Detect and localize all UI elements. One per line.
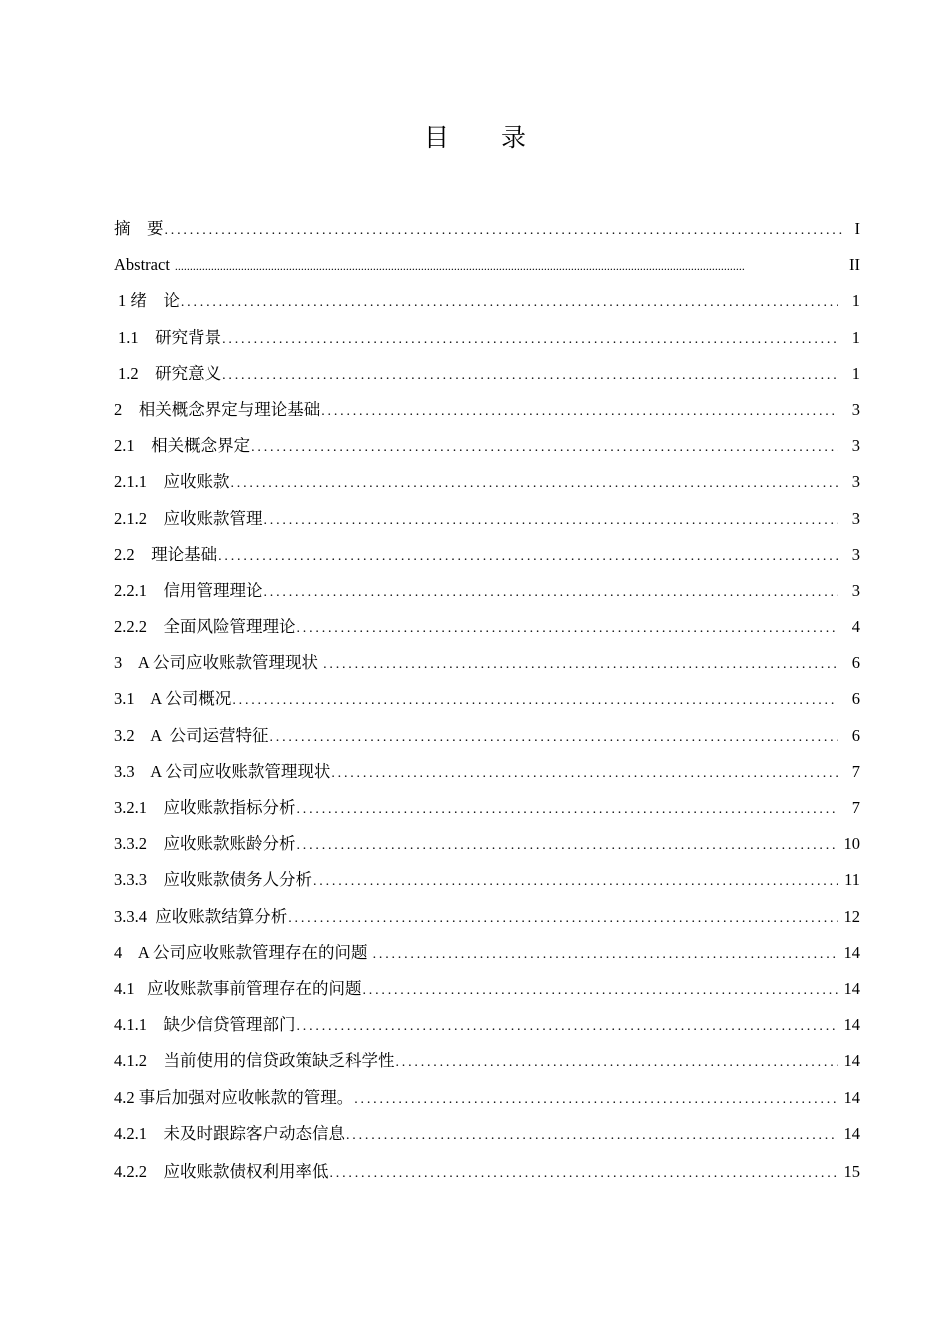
- toc-entry-label: 1.2 研究意义: [118, 363, 222, 383]
- toc-entry[interactable]: [114, 464, 860, 500]
- toc-entry-label: 4.1.1 缺少信贷管理部门: [114, 1015, 296, 1035]
- toc-entry[interactable]: [114, 971, 860, 1007]
- toc-entry-label: 3.3.4 应收账款结算分析: [114, 906, 288, 926]
- toc-entry-page: 14: [843, 1015, 860, 1035]
- toc-entry[interactable]: [114, 428, 860, 464]
- toc-entry-page: 11: [844, 870, 860, 890]
- toc-entry-page: 7: [851, 761, 860, 781]
- toc-leader-dots: [363, 973, 838, 1009]
- toc-entry-page: 6: [851, 725, 860, 745]
- toc-entry-page: 1: [851, 363, 860, 383]
- toc-entry[interactable]: [114, 573, 860, 609]
- toc-leader-dots: [218, 539, 838, 575]
- toc-entry-label: 4.2.1 未及时跟踪客户动态信息: [114, 1123, 345, 1143]
- toc-leader-dots: [251, 430, 838, 466]
- toc-entry[interactable]: [114, 320, 860, 356]
- toc-leader-dots: [165, 213, 845, 249]
- toc-entry-page: 14: [843, 978, 860, 998]
- toc-entry[interactable]: [114, 754, 860, 790]
- table-of-contents: [114, 211, 860, 1190]
- toc-leader-dots: [288, 901, 837, 937]
- toc-entry-page: 1: [851, 327, 860, 347]
- toc-leader-dots: [297, 828, 838, 864]
- toc-leader-dots: [232, 683, 838, 719]
- toc-leader-dots: [269, 720, 838, 756]
- toc-entry[interactable]: [114, 283, 860, 319]
- toc-entry-page: 15: [843, 1161, 860, 1181]
- page-title: 目 录: [424, 123, 548, 152]
- toc-leader-dots: [330, 1156, 838, 1192]
- toc-entry[interactable]: [114, 681, 860, 717]
- toc-leader-dots: [396, 1045, 838, 1081]
- toc-leader-dots: [321, 394, 838, 430]
- toc-entry-page: 3: [851, 544, 860, 564]
- toc-entry-page: 1: [851, 291, 860, 311]
- toc-entry-abstract-en[interactable]: [114, 247, 860, 283]
- toc-leader-dots: [222, 358, 838, 394]
- toc-entry-label: 3.3.3 应收账款债务人分析: [114, 870, 312, 890]
- toc-entry-page: 3: [851, 580, 860, 600]
- toc-entry[interactable]: [114, 1154, 860, 1190]
- toc-entry[interactable]: [114, 1116, 860, 1152]
- toc-entry-label: 1.1 研究背景: [118, 327, 222, 347]
- toc-entry-page: 3: [851, 472, 860, 492]
- toc-leader-dots: [373, 937, 838, 973]
- toc-entry-label: 3.2.1 应收账款指标分析: [114, 798, 296, 817]
- toc-entry-page: 14: [843, 942, 860, 962]
- toc-entry-page: 6: [851, 653, 860, 673]
- toc-entry-page: 7: [851, 798, 860, 817]
- toc-entry-label: 3.1 A 公司概况: [114, 689, 232, 709]
- toc-leader-dots: [264, 503, 839, 539]
- toc-entry-label: 2.1 相关概念界定: [114, 436, 251, 456]
- toc-leader-dots: [297, 1009, 838, 1045]
- toc-entry[interactable]: [114, 501, 860, 537]
- toc-entry-label: Abstract: [114, 255, 170, 275]
- toc-entry-label: 3.3.2 应收账款账龄分析: [114, 834, 296, 854]
- toc-entry[interactable]: [114, 356, 860, 392]
- toc-entry-page: 12: [843, 906, 860, 926]
- toc-entry[interactable]: [114, 826, 860, 862]
- toc-entry-label: 4.2 事后加强对应收帐款的管理。: [114, 1087, 354, 1107]
- toc-entry[interactable]: [114, 1080, 860, 1116]
- toc-entry-page: 14: [843, 1087, 860, 1107]
- toc-entry-label: 2 相关概念界定与理论基础: [114, 399, 321, 419]
- toc-entry[interactable]: [114, 1007, 860, 1043]
- toc-leader-dots: [297, 792, 839, 828]
- toc-entry-label: 4.1.2 当前使用的信贷政策缺乏科学性: [114, 1051, 395, 1071]
- toc-entry-label: 2.1.2 应收账款管理: [114, 508, 263, 528]
- toc-entry[interactable]: [114, 935, 860, 971]
- toc-entry-page: 3: [851, 399, 860, 419]
- toc-entry-label: 2.2 理论基础: [114, 544, 218, 564]
- toc-leader-dots: [181, 285, 838, 321]
- toc-leader-dots: [222, 322, 838, 358]
- toc-leader-dots: [171, 248, 838, 284]
- toc-entry-label: 4 A 公司应收账款管理存在的问题: [114, 942, 372, 962]
- toc-entry[interactable]: [114, 718, 860, 754]
- toc-entry-page: II: [849, 255, 860, 275]
- toc-entry-label: 2.2.2 全面风险管理理论: [114, 617, 296, 637]
- toc-entry-label: 3.2 A 公司运营特征: [114, 725, 269, 745]
- toc-entry-label: 1 绪 论: [118, 291, 180, 311]
- toc-entry[interactable]: [114, 645, 860, 681]
- toc-entry-label: 2.2.1 信用管理理论: [114, 580, 263, 600]
- toc-leader-dots: [323, 647, 838, 683]
- toc-leader-dots: [313, 864, 838, 900]
- toc-entry[interactable]: [114, 609, 860, 645]
- toc-entry-label: 4.1 应收账款事前管理存在的问题: [114, 978, 362, 998]
- toc-entry-page: 3: [851, 436, 860, 456]
- toc-entry[interactable]: [114, 537, 860, 573]
- toc-entry[interactable]: [114, 790, 860, 826]
- toc-leader-dots: [346, 1118, 838, 1154]
- toc-entry-label: 3.3 A 公司应收账款管理现状: [114, 761, 331, 781]
- toc-entry-page: 10: [843, 834, 860, 854]
- toc-entry-page: 14: [843, 1123, 860, 1143]
- toc-leader-dots: [354, 1082, 837, 1118]
- toc-entry-page: 6: [851, 689, 860, 709]
- toc-entry[interactable]: [114, 899, 860, 935]
- toc-leader-dots: [331, 756, 838, 792]
- toc-entry-label: 3 A 公司应收账款管理现状: [114, 653, 323, 673]
- toc-entry[interactable]: [114, 862, 860, 898]
- toc-entry-abstract-cn[interactable]: [114, 211, 860, 247]
- toc-leader-dots: [297, 611, 839, 647]
- toc-entry-page: 4: [851, 617, 860, 637]
- toc-entry-page: 14: [843, 1051, 860, 1071]
- toc-entry-page: I: [854, 219, 860, 238]
- toc-entry-label: 摘 要: [114, 219, 164, 238]
- toc-entry-page: 3: [851, 508, 860, 528]
- toc-entry[interactable]: [114, 1043, 860, 1079]
- toc-leader-dots: [231, 466, 839, 502]
- toc-entry[interactable]: [114, 392, 860, 428]
- toc-entry-label: 4.2.2 应收账款债权利用率低: [114, 1161, 329, 1181]
- toc-entry-label: 2.1.1 应收账款: [114, 472, 230, 492]
- toc-leader-dots: [264, 575, 839, 611]
